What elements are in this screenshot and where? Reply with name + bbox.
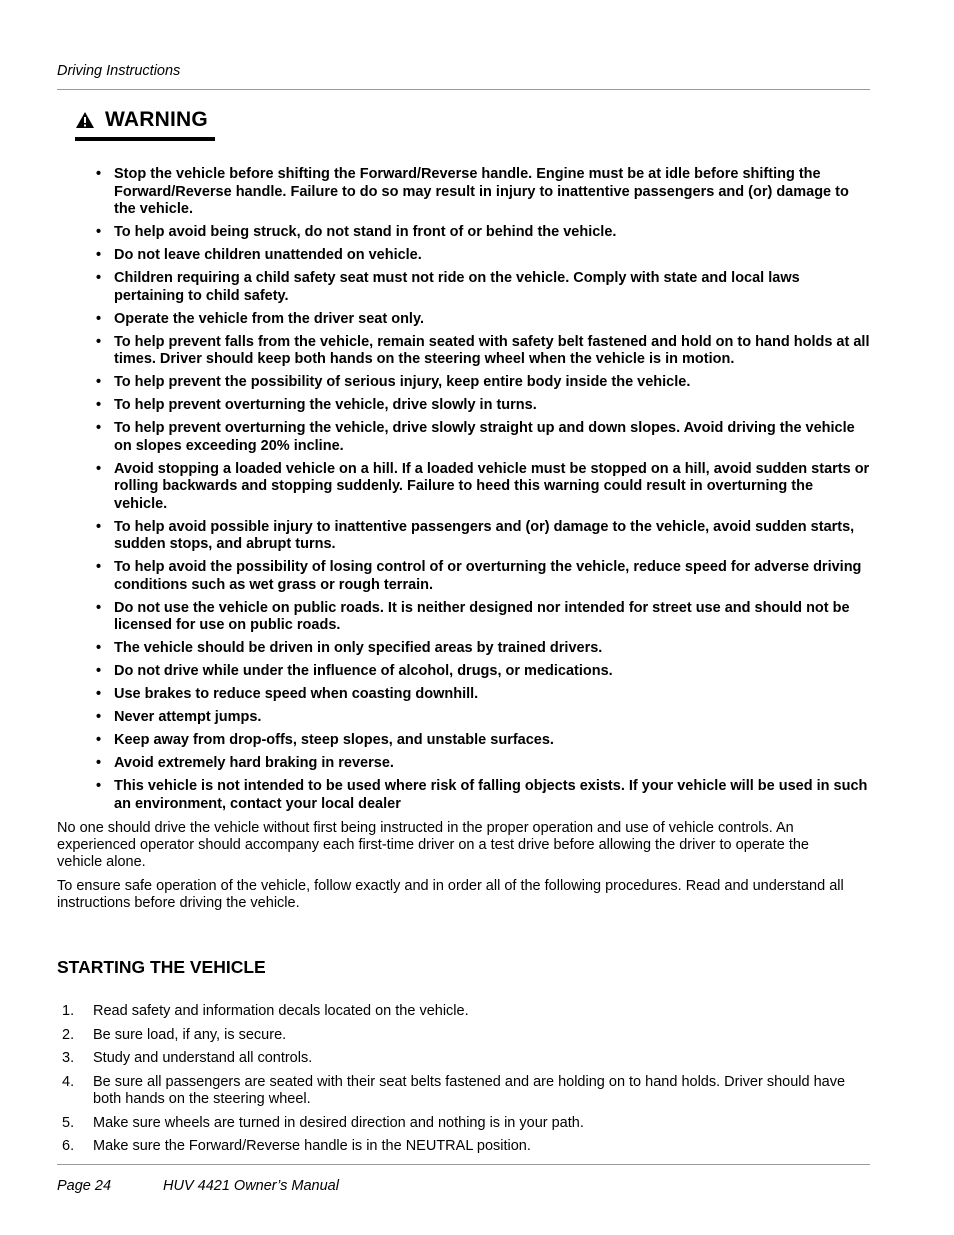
procedure-paragraph: To ensure safe operation of the vehicle, follow exactly and in order all of the following procedures. Read and understand all instructions before driving the vehicle. [57, 878, 844, 912]
section-heading: STARTING THE VEHICLE [57, 957, 266, 977]
warning-title: WARNING [105, 108, 208, 131]
warning-item: • To help prevent overturning the vehicle, drive slowly in turns. [96, 397, 537, 413]
warning-item: • This vehicle is not intended to be used where risk of falling objects exists. If your vehicle will be used in such an environment, contact your local dealer [96, 778, 868, 812]
warning-item: • To help avoid being struck, do not stand in front of or behind the vehicle. [96, 224, 617, 240]
warning-item: • Never attempt jumps. [96, 709, 262, 725]
step-item: 5. Make sure wheels are turned in desired direction and nothing is in your path. [62, 1114, 584, 1131]
warning-item: • Use brakes to reduce speed when coasting downhill. [96, 686, 479, 702]
warning-item: • Operate the vehicle from the driver seat only. [96, 310, 424, 327]
warning-item: • Avoid extremely hard braking in reverse. [96, 755, 394, 771]
warning-item: • Do not drive while under the influence of alcohol, drugs, or medications. [96, 663, 613, 679]
warning-item: • Keep away from drop-offs, steep slopes, and unstable surfaces. [96, 732, 554, 748]
intro-paragraph: No one should drive the vehicle without first being instructed in the proper operation and use of vehicle controls. An experienced operator should accompany each first-time driver on a test drive before allowing the driver to operate the vehicle alone. [57, 820, 809, 871]
warning-item: • To help prevent falls from the vehicle, remain seated with safety belt fastened and hold on to hand holds at all times. Driver should keep both hands on the steering wheel when the vehicle is in motion. [96, 333, 870, 367]
manual-title: HUV 4421 Owner’s Manual [163, 1178, 339, 1194]
header-divider [57, 89, 870, 90]
warning-item: • The vehicle should be driven in only specified areas by trained drivers. [96, 640, 603, 656]
starting-steps-list [57, 1003, 870, 1162]
footer-divider [57, 1164, 870, 1165]
warning-heading [75, 108, 215, 141]
step-item: 2. Be sure load, if any, is secure. [62, 1026, 287, 1043]
warning-item: • To help avoid possible injury to inattentive passengers and (or) damage to the vehicle, avoid sudden starts, sudden stops, and abrupt turns. [96, 518, 855, 552]
warning-triangle-icon [75, 111, 95, 129]
warning-item: • Children requiring a child safety seat must not ride on the vehicle. Comply with state and local laws pertaining to child safety. [96, 270, 800, 304]
step-item: 6. Make sure the Forward/Reverse handle is in the NEUTRAL position. [62, 1138, 531, 1155]
warning-item: • Do not use the vehicle on public roads. It is neither designed nor intended for street use and should not be licensed for use on public roads. [96, 599, 850, 633]
warning-item: • To help prevent overturning the vehicle, drive slowly straight up and down slopes. Avoid driving the vehicle on slopes exceeding 20% incline. [96, 420, 855, 454]
running-header: Driving Instructions [57, 63, 181, 79]
warning-list [96, 166, 870, 819]
step-item: 1. Read safety and information decals located on the vehicle. [62, 1003, 469, 1019]
page-number: Page 24 [57, 1178, 112, 1194]
warning-item: • Avoid stopping a loaded vehicle on a hill. If a loaded vehicle must be stopped on a hill, avoid sudden starts or rolling backwards and stopping suddenly. Failure to heed this warning could result in overturning the vehicle. [96, 460, 870, 512]
step-item: 4. Be sure all passengers are seated with their seat belts fastened and are holding on to hand holds. Driver should have both hands on the steering wheel. [62, 1073, 846, 1107]
warning-item: • To help avoid the possibility of losing control of or overturning the vehicle, reduce speed for adverse driving conditions such as wet grass or rough terrain. [96, 559, 862, 593]
warning-item: • Stop the vehicle before shifting the Forward/Reverse handle. Engine must be at idle before shifting the Forward/Reverse handle. Failure to do so may result in injury to inattentive passengers and (or) damage to the vehicle. [96, 166, 849, 217]
warning-item: • To help prevent the possibility of serious injury, keep entire body inside the vehicle. [96, 374, 691, 390]
warning-item: • Do not leave children unattended on vehicle. [96, 247, 422, 263]
step-item: 3. Study and understand all controls. [62, 1050, 313, 1067]
